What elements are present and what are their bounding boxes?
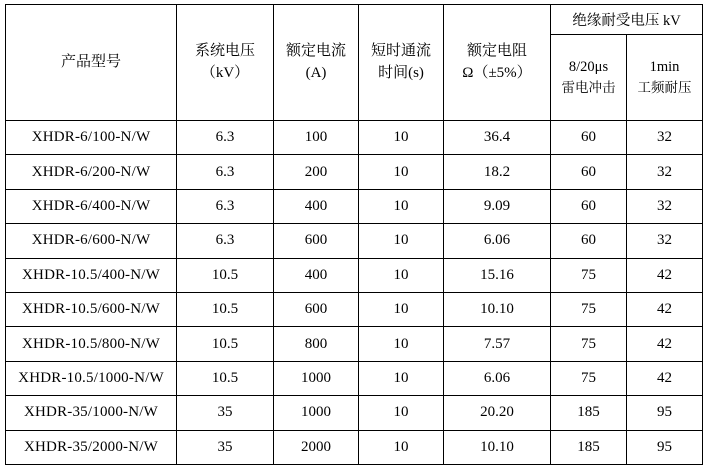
cell-power-freq: 32 [627, 189, 703, 223]
cell-rated-current: 800 [274, 327, 359, 361]
cell-system-voltage: 35 [177, 396, 274, 430]
header-short-time-current: 短时通流 时间(s) [359, 5, 444, 121]
table-row [6, 361, 703, 395]
table-row [6, 155, 703, 189]
cell-rated-resistance: 6.06 [444, 224, 551, 258]
cell-model: XHDR-6/600-N/W [6, 224, 177, 258]
cell-impulse: 185 [551, 396, 627, 430]
cell-impulse: 60 [551, 121, 627, 155]
cell-rated-resistance: 20.20 [444, 396, 551, 430]
cell-rated-resistance: 36.4 [444, 121, 551, 155]
cell-short-time-current: 10 [359, 258, 444, 292]
cell-system-voltage: 10.5 [177, 327, 274, 361]
cell-short-time-current: 10 [359, 224, 444, 258]
cell-rated-current: 100 [274, 121, 359, 155]
cell-rated-current: 600 [274, 224, 359, 258]
cell-model: XHDR-6/100-N/W [6, 121, 177, 155]
header-rated-current: 额定电流 (A) [274, 5, 359, 121]
cell-impulse: 75 [551, 258, 627, 292]
cell-rated-current: 1000 [274, 361, 359, 395]
header-lightning-impulse: 8/20μs 雷电冲击 [551, 35, 627, 121]
header-rated-resistance: 额定电阻 Ω（±5%） [444, 5, 551, 121]
cell-rated-current: 2000 [274, 430, 359, 464]
cell-power-freq: 95 [627, 396, 703, 430]
cell-impulse: 75 [551, 361, 627, 395]
cell-impulse: 60 [551, 155, 627, 189]
cell-impulse: 75 [551, 327, 627, 361]
cell-short-time-current: 10 [359, 327, 444, 361]
cell-rated-resistance: 10.10 [444, 292, 551, 326]
cell-model: XHDR-10.5/400-N/W [6, 258, 177, 292]
cell-rated-current: 400 [274, 189, 359, 223]
cell-system-voltage: 6.3 [177, 155, 274, 189]
table-row [6, 396, 703, 430]
cell-power-freq: 42 [627, 361, 703, 395]
cell-rated-resistance: 7.57 [444, 327, 551, 361]
cell-short-time-current: 10 [359, 121, 444, 155]
cell-system-voltage: 10.5 [177, 361, 274, 395]
table-row [6, 430, 703, 464]
cell-system-voltage: 10.5 [177, 292, 274, 326]
cell-short-time-current: 10 [359, 396, 444, 430]
cell-short-time-current: 10 [359, 292, 444, 326]
cell-power-freq: 32 [627, 121, 703, 155]
cell-system-voltage: 6.3 [177, 189, 274, 223]
cell-model: XHDR-10.5/1000-N/W [6, 361, 177, 395]
cell-model: XHDR-6/200-N/W [6, 155, 177, 189]
cell-impulse: 185 [551, 430, 627, 464]
header-system-voltage: 系统电压 （kV） [177, 5, 274, 121]
cell-rated-current: 200 [274, 155, 359, 189]
header-model: 产品型号 [6, 5, 177, 121]
cell-impulse: 75 [551, 292, 627, 326]
header-withstand-voltage-group: 绝缘耐受电压 kV [551, 5, 703, 35]
cell-rated-resistance: 10.10 [444, 430, 551, 464]
cell-rated-resistance: 15.16 [444, 258, 551, 292]
table-row [6, 258, 703, 292]
cell-power-freq: 32 [627, 155, 703, 189]
cell-power-freq: 95 [627, 430, 703, 464]
cell-power-freq: 42 [627, 258, 703, 292]
header-row-top [6, 5, 703, 35]
cell-rated-current: 400 [274, 258, 359, 292]
cell-rated-resistance: 9.09 [444, 189, 551, 223]
cell-model: XHDR-6/400-N/W [6, 189, 177, 223]
cell-impulse: 60 [551, 224, 627, 258]
cell-short-time-current: 10 [359, 155, 444, 189]
cell-system-voltage: 10.5 [177, 258, 274, 292]
cell-power-freq: 42 [627, 327, 703, 361]
table-row [6, 292, 703, 326]
cell-model: XHDR-10.5/800-N/W [6, 327, 177, 361]
specification-table [5, 4, 703, 465]
cell-power-freq: 42 [627, 292, 703, 326]
header-power-frequency: 1min 工频耐压 [627, 35, 703, 121]
cell-rated-resistance: 18.2 [444, 155, 551, 189]
cell-model: XHDR-35/1000-N/W [6, 396, 177, 430]
table-row [6, 224, 703, 258]
cell-impulse: 60 [551, 189, 627, 223]
cell-system-voltage: 6.3 [177, 224, 274, 258]
cell-short-time-current: 10 [359, 430, 444, 464]
cell-model: XHDR-10.5/600-N/W [6, 292, 177, 326]
cell-short-time-current: 10 [359, 189, 444, 223]
table-row [6, 189, 703, 223]
cell-model: XHDR-35/2000-N/W [6, 430, 177, 464]
table-header [6, 5, 703, 121]
table-body [6, 121, 703, 465]
cell-system-voltage: 6.3 [177, 121, 274, 155]
cell-rated-resistance: 6.06 [444, 361, 551, 395]
cell-rated-current: 600 [274, 292, 359, 326]
cell-short-time-current: 10 [359, 361, 444, 395]
cell-power-freq: 32 [627, 224, 703, 258]
cell-rated-current: 1000 [274, 396, 359, 430]
table-row [6, 121, 703, 155]
table-row [6, 327, 703, 361]
cell-system-voltage: 35 [177, 430, 274, 464]
